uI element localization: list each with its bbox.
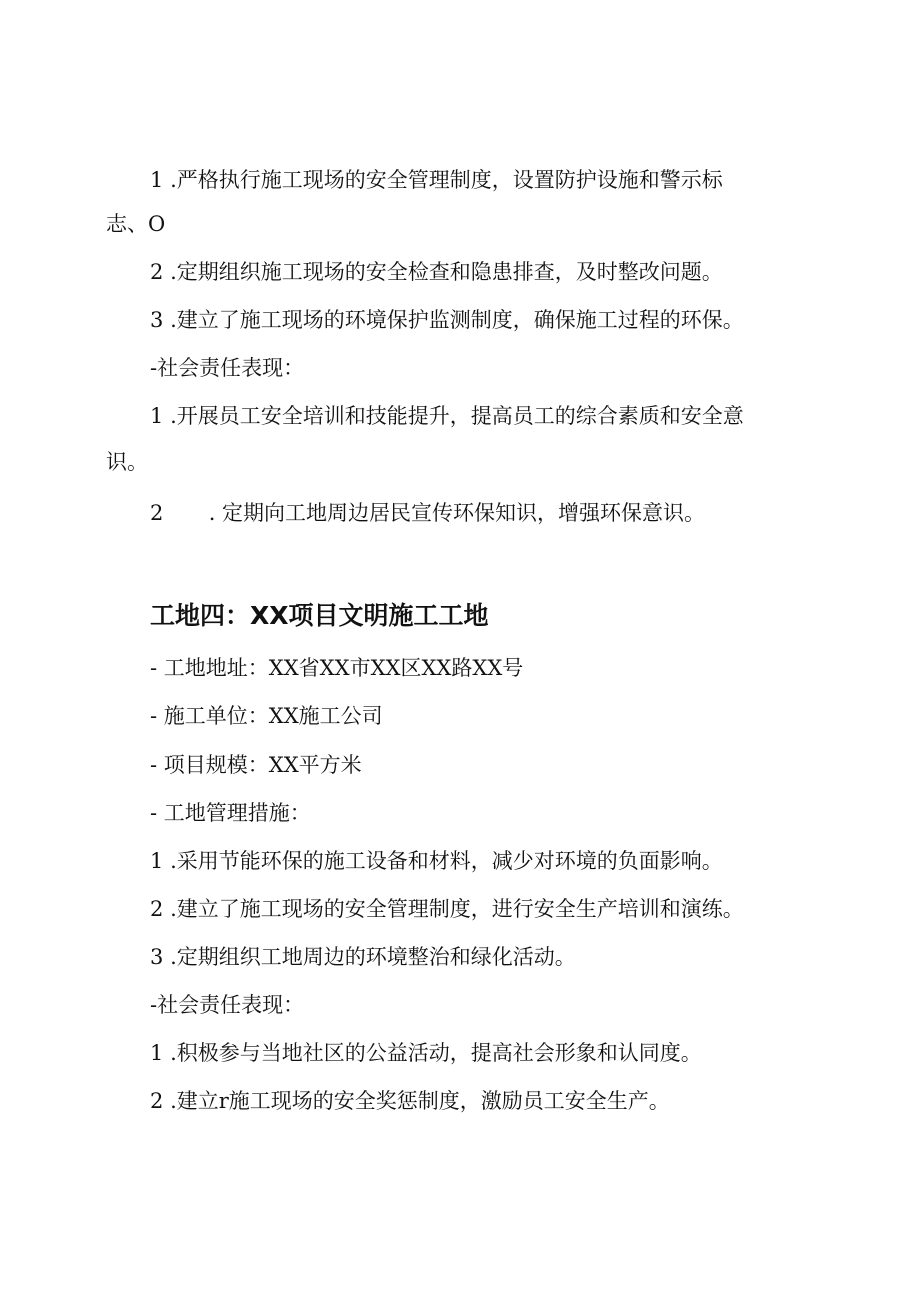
item-number: 2 [150,501,164,525]
contractor: - 施工单位：XX施工公司 [150,704,383,728]
measure-item-1 [150,851,723,872]
item-number: 2 [150,260,164,284]
management-item-1 [150,170,723,191]
social-item-2 [150,503,705,524]
measure-item-3 [150,947,576,968]
item-text: .采用节能环保的施工设备和材料，减少对环境的负面影响。 [170,849,723,873]
item-number: 1 [150,849,164,873]
item-number: 2 [150,897,164,921]
management-measures-label: - 工地管理措施： [150,801,311,825]
item-text: .建立了施工现场的安全管理制度，进行安全生产培训和演练。 [170,897,744,921]
item-number: 2 [150,1089,164,1113]
item-number: 1 [150,168,164,192]
item-text: . 定期向工地周边居民宣传环保知识，增强环保意识。 [208,501,706,525]
project-scale: - 项目规模：XX平方米 [150,753,362,777]
section-title: 工地四：XX项目文明施工工地 [150,601,489,630]
item-text: .定期组织工地周边的环境整治和绿化活动。 [170,945,576,969]
social-item-2 [150,1091,670,1112]
measure-item-2 [150,899,744,920]
item-number: 3 [150,945,164,969]
social-responsibility-label: -社会责任表现： [150,993,305,1017]
item-number: 1 [150,1041,164,1065]
item-text: .严格执行施工现场的安全管理制度，设置防护设施和警示标 [170,168,723,192]
item-text: .开展员工安全培训和技能提升，提高员工的综合素质和安全意 [170,404,744,428]
social-item-1-continuation: 识。 [106,450,148,474]
social-responsibility-label: -社会责任表现： [150,356,305,380]
item-text: .建立了施工现场的环境保护监测制度，确保施工过程的环保。 [170,308,744,332]
item-number: 1 [150,404,164,428]
item-text: .积极参与当地社区的公益活动，提高社会形象和认同度。 [170,1041,702,1065]
site-address: - 工地地址：XX省XX市XX区XX路XX号 [150,656,524,680]
management-item-3 [150,310,744,331]
item-text: .建立r施工现场的安全奖惩制度，激励员工安全生产。 [170,1089,670,1113]
management-item-1-continuation: 志、O [106,212,166,236]
social-item-1 [150,1043,702,1064]
social-item-1 [150,406,744,427]
item-text: .定期组织施工现场的安全检查和隐患排查，及时整改问题。 [170,260,723,284]
item-number: 3 [150,308,164,332]
management-item-2 [150,262,723,283]
